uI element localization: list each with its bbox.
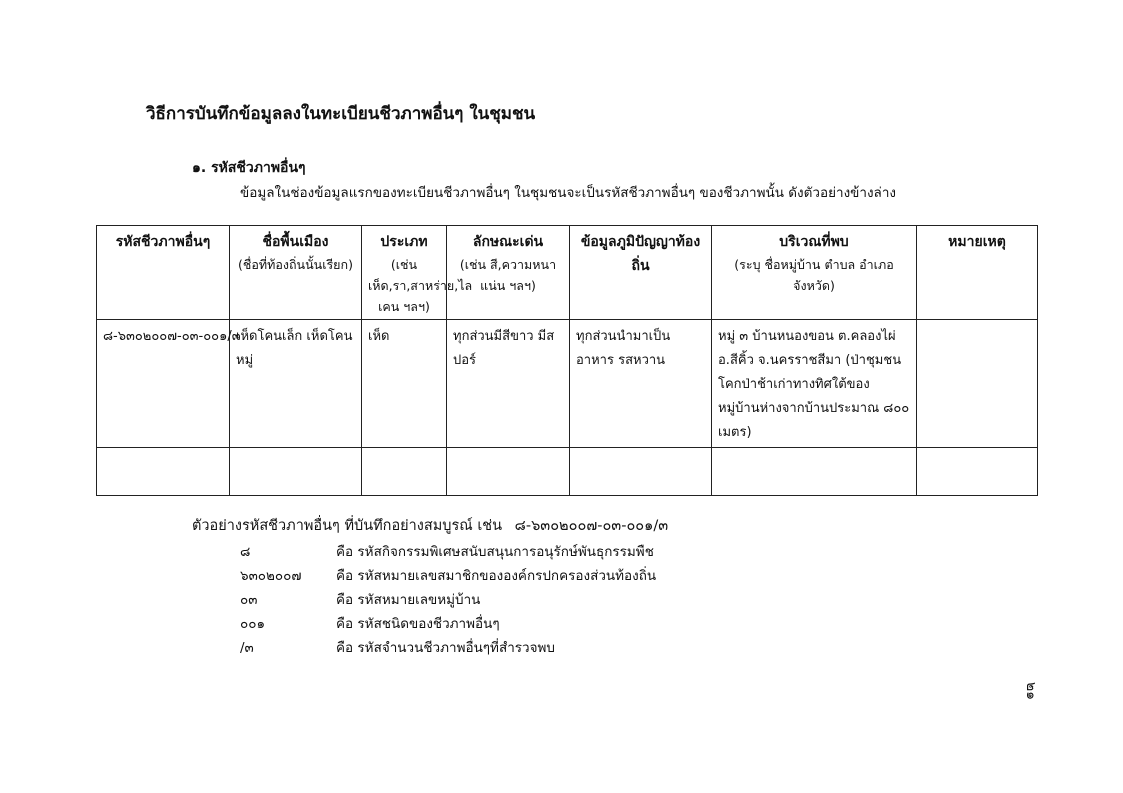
legend-desc: คือ รหัสชนิดของชีวภาพอื่นๆ: [336, 616, 500, 632]
cell-code: ๘-๖๓๐๒๐๐๗-๐๓-๐๐๑/๓: [97, 320, 230, 448]
empty-cell: [917, 448, 1038, 496]
cell-location: หมู่ ๓ บ้านหนองขอน ต.คลองไผ่ อ.สีคิ้ว จ.นครราชสีมา (ป่าชุมชน โคกป่าช้าเก่าทางทิศใต้ของหมู่บ้านห่างจากบ้านประมาณ ๘๐๐ เมตร): [712, 320, 917, 448]
empty-cell: [570, 448, 712, 496]
header-cell-type: [362, 226, 473, 320]
table-row: [97, 320, 1038, 448]
legend-code: ๐๓: [240, 592, 258, 608]
legend-code: ๐๐๑: [240, 616, 266, 632]
table-row-empty: [97, 448, 1038, 496]
example-line: [192, 514, 668, 537]
biodiversity-register-table: [96, 225, 1038, 496]
header-cell-location: [712, 226, 917, 320]
header-cell-wisdom: [570, 226, 712, 320]
empty-cell: [712, 448, 917, 496]
example-text: ตัวอย่างรหัสชีวภาพอื่นๆ ที่บันทึกอย่างสมบูรณ์ เช่น: [192, 518, 503, 534]
empty-cell: [230, 448, 362, 496]
header-sublabel: (เช่น เห็ด,รา,สาหร่าย,ไลเคน ฯลฯ): [368, 257, 473, 314]
code-legend: [240, 539, 656, 659]
legend-item: [240, 611, 656, 635]
cell-note: [917, 320, 1038, 448]
legend-item: [240, 563, 656, 587]
cell-feature: ทุกส่วนมีสีขาว มีสปอร์: [447, 320, 570, 448]
header-sublabel: (ระบุ ชื่อหมู่บ้าน ตำบล อำเภอ จังหวัด): [734, 257, 894, 293]
header-label: รหัสชีวภาพอื่นๆ: [115, 234, 211, 250]
header-cell-code: [97, 226, 230, 320]
legend-desc: คือ รหัสหมายเลขสมาชิกขององค์กรปกครองส่วนท้องถิ่น: [336, 568, 657, 584]
header-label: ข้อมูลภูมิปัญญาท้องถิ่น: [580, 234, 701, 274]
header-cell-note: [917, 226, 1038, 320]
legend-code: ๖๓๐๒๐๐๗: [240, 568, 302, 584]
cell-wisdom: ทุกส่วนนำมาเป็นอาหาร รสหวาน: [570, 320, 712, 448]
example-code: ๘-๖๓๐๒๐๐๗-๐๓-๐๐๑/๓: [514, 518, 669, 534]
legend-code: ๘: [240, 544, 251, 560]
legend-item: [240, 587, 656, 611]
empty-cell: [362, 448, 447, 496]
legend-code: /๓: [240, 640, 254, 656]
legend-item: [240, 539, 656, 563]
page-title: วิธีการบันทึกข้อมูลลงในทะเบียนชีวภาพอื่นๆ ในชุมชน: [146, 104, 536, 124]
legend-desc: คือ รหัสกิจกรรมพิเศษสนับสนุนการอนุรักษ์พันธุกรรมพืช: [336, 544, 654, 560]
header-label: หมายเหตุ: [948, 234, 1006, 250]
header-label: บริเวณที่พบ: [779, 234, 849, 250]
cell-type: เห็ด: [362, 320, 447, 448]
header-label: ลักษณะเด่น: [472, 234, 544, 250]
empty-cell: [447, 448, 570, 496]
empty-cell: [97, 448, 230, 496]
section-heading: ๑. รหัสชีวภาพอื่นๆ: [192, 160, 306, 176]
header-sublabel: (เช่น สี,ความหนาแน่น ฯลฯ): [459, 257, 557, 293]
table-header-row: [97, 226, 1038, 320]
cell-local-name: เห็ดโคนเล็ก เห็ดโคนหมู่: [230, 320, 362, 448]
legend-desc: คือ รหัสหมายเลขหมู่บ้าน: [336, 592, 481, 608]
header-label: ชื่อพื้นเมือง: [262, 234, 329, 250]
legend-desc: คือ รหัสจำนวนชีวภาพอื่นๆที่สำรวจพบ: [336, 640, 555, 656]
header-cell-local-name: [230, 226, 362, 320]
legend-item: [240, 635, 656, 659]
section-description: ข้อมูลในช่องข้อมูลแรกของทะเบียนชีวภาพอื่นๆ ในชุมชนจะเป็นรหัสชีวภาพอื่นๆ ของชีวภาพนั้น ดังตัวอย่างข้างล่าง: [240, 185, 897, 201]
header-label: ประเภท: [380, 234, 428, 250]
header-cell-feature: [447, 226, 570, 320]
page-number: ๒๑: [1023, 681, 1040, 701]
header-sublabel: (ชื่อที่ท้องถิ่นนั้นเรียก): [238, 257, 353, 272]
